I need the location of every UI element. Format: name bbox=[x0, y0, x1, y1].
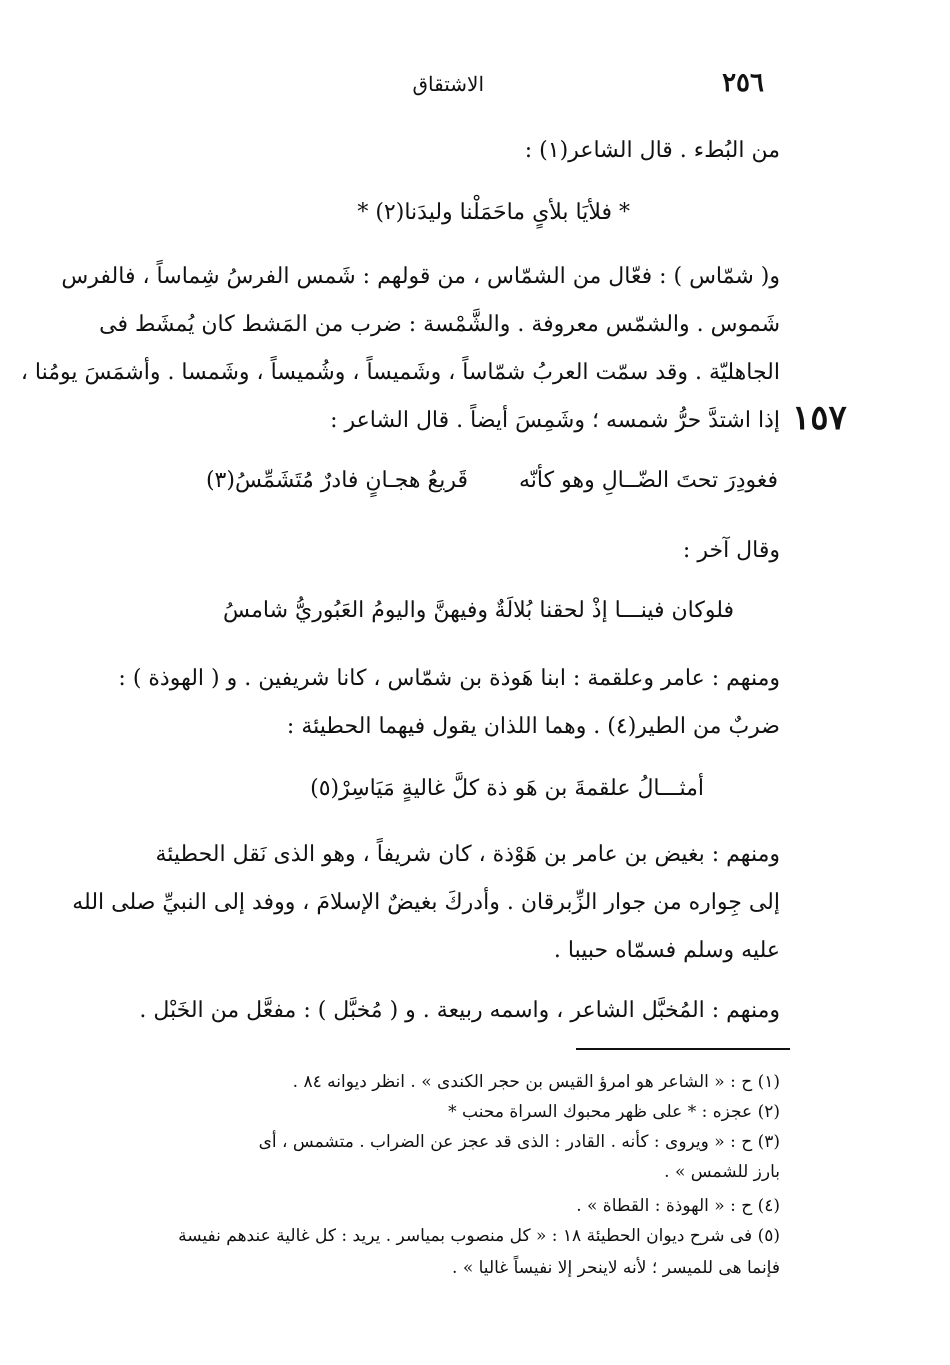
body-line: عليه وسلم فسمّاه حبيبا . bbox=[553, 938, 780, 963]
running-header-title: الاشتقاق bbox=[412, 72, 484, 96]
footnote: (٤) ح : « الهوذة : القطاة » . bbox=[576, 1196, 780, 1216]
body-line: الجاهليّة . وقد سمّت العربُ شمّاساً ، وشَميساً ، وشُميساً ، وشَمسا . وأشمَسَ يومُنا ، bbox=[20, 360, 780, 385]
body-line: إذا اشتدَّ حرُّ شمسه ؛ وشَمِسَ أيضاً . قال الشاعر : bbox=[330, 408, 780, 433]
verse-hemistich-left: وفيهنَّ واليومُ العَبُوريُّ شامسُ bbox=[223, 598, 488, 623]
body-line: من البُطء . قال الشاعر(١) : bbox=[524, 138, 780, 163]
body-line: شَموس . والشمّس معروفة . والشَّمْسة : ضرب من المَشط كان يُمشَط فى bbox=[99, 312, 780, 337]
verse-hemistich-right: فلوكان فينـــا إذْ لحقنا بُلالَةٌ bbox=[494, 598, 734, 623]
body-line: ضربٌ من الطير(٤) . وهما اللذان يقول فيهما الحطيئة : bbox=[286, 714, 780, 739]
verse-line: * فلأيَا بلأىٍ ماحَمَلْنا وليدَنا(٢) * bbox=[357, 200, 630, 225]
margin-section-number: ١٥٧ bbox=[792, 398, 847, 438]
footnote: (٥) فى شرح ديوان الحطيئة ١٨ : « كل منصوب بمياسر . يريد : كل غالية عندهم نفيسة bbox=[178, 1226, 780, 1246]
body-line: ومنهم : المُخبَّل الشاعر ، واسمه ربيعة . و ( مُخبَّل ) : مفعَّل من الخَبْل . bbox=[139, 998, 780, 1023]
footnote: (٣) ح : « ويروى : كأنه . القادر : الذى قد عجز عن الضراب . متشمس ، أى bbox=[258, 1132, 780, 1152]
body-line: إلى جِواره من جوار الزِّبرقان . وأدركَ بغيضٌ الإسلامَ ، ووفد إلى النبيِّ صلى الله bbox=[72, 890, 780, 915]
body-line: ومنهم : عامر وعلقمة : ابنا هَوذة بن شمّاس ، كانا شريفين . و ( الهوذة ) : bbox=[118, 666, 780, 691]
footnote: بارز للشمس » . bbox=[664, 1162, 780, 1182]
footnote: فإنما هى للميسر ؛ لأنه لاينحر إلا نفيساً غاليا » . bbox=[452, 1258, 780, 1278]
footnote: (١) ح : « الشاعر هو امرؤ القيس بن حجر الكندى » . انظر ديوانه ٨٤ . bbox=[292, 1072, 780, 1092]
verse-line: أمثـــالُ علقمةَ بن هَو ذة كلَّ غاليةٍ مَيَاسِرْ(٥) bbox=[310, 776, 704, 801]
footnote-separator bbox=[576, 1048, 790, 1050]
body-line: وقال آخر : bbox=[682, 538, 780, 563]
body-line: ومنهم : بغيض بن عامر بن هَوْذة ، كان شريفاً ، وهو الذى نَقل الحطيئة bbox=[155, 842, 780, 867]
body-line: و( شمّاس ) : فعّال من الشمّاس ، من قولهم : شَمس الفرسُ شِماساً ، فالفرس bbox=[61, 264, 780, 289]
footnote: (٢) عجزه : * على ظهر محبوك السراة محنب * bbox=[448, 1102, 780, 1122]
verse-hemistich-left: قَريعُ هجـانٍ فادرٌ مُتَشَمِّسُ(٣) bbox=[205, 468, 468, 493]
verse-hemistich-right: فغودِرَ تحتَ الضّــالِ وهو كأنّه bbox=[519, 468, 778, 493]
page-number: ٢٥٦ bbox=[722, 68, 764, 98]
